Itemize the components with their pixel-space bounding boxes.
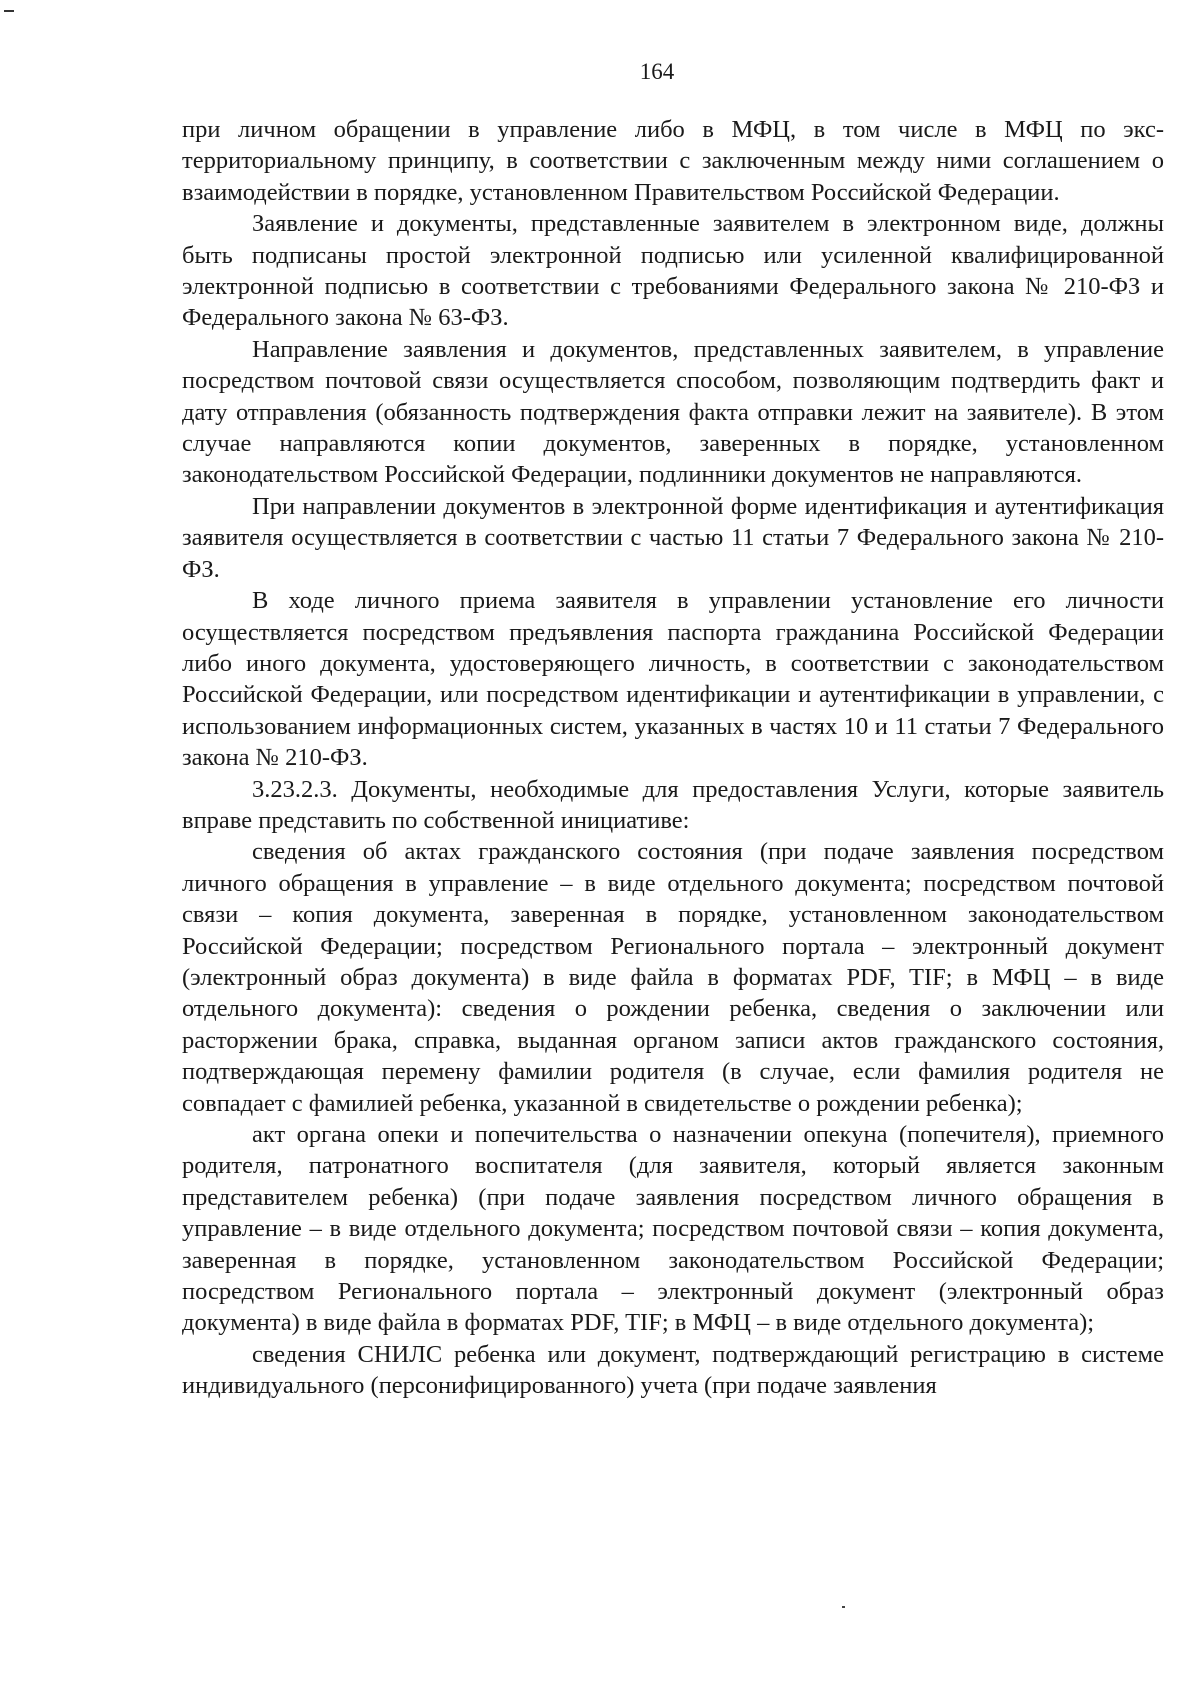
paragraph-postal-submission: Направление заявления и документов, представленных заявителем, в управление посредством почтовой связи осуществляется способом, позволяющим подтвердить факт и дату отправления (обязанность подтверждения факта отправки лежит на заявителе). В этом случае направляются копии документов, заверенных в порядке, установленном законодательством Российской Федерации, подлинники документов не направляются. <box>182 335 1164 489</box>
scan-dust-mark <box>842 1606 845 1608</box>
page-number: 164 <box>639 59 675 84</box>
paragraph-continuation: при личном обращении в управление либо в МФЦ, в том числе в МФЦ по экстерриториальному принципу, в соответствии с заключенным между ними соглашением о взаимодействии в порядке, установленном Правительством Российской Федерации. <box>182 116 1164 206</box>
paragraph-guardianship-act: акт органа опеки и попечительства о назначении опекуна (попечителя), приемного родителя, патронатного воспитателя (для заявителя, который является законным представителем ребенка) (при подаче заявления посредством личного обращения в управление – в виде отдельного документа; посредством почтовой связи – копия документа, заверенная в порядке, установленном законодательством Российской Федерации; посредством Регионального портала – электронный документ (электронный образ документа) в виде файла в форматах PDF, TIF; в МФЦ – в виде отдельного документа); <box>182 1121 1164 1337</box>
document-body <box>182 114 1164 1402</box>
scan-corner-mark <box>4 10 14 12</box>
paragraph-section-3-23-2-3: 3.23.2.3. Документы, необходимые для предоставления Услуги, которые заявитель вправе представить по собственной инициативе: <box>182 775 1164 834</box>
paragraph-civil-status-records: сведения об актах гражданского состояния (при подаче заявления посредством личного обращения в управление – в виде отдельного документа; посредством почтовой связи – копия документа, заверенная в порядке, установленном законодательством Российской Федерации; посредством Регионального портала – электронный документ (электронный образ документа) в виде файла в форматах PDF, TIF; в МФЦ – в виде отдельного документа): сведения о рождении ребенка, сведения о заключении или расторжении брака, справка, выданная органом записи актов гражданского состояния, подтверждающая перемену фамилии родителя (в случае, если фамилия родителя не совпадает с фамилией ребенка, указанной в свидетельстве о рождении ребенка); <box>182 838 1164 1117</box>
paragraph-snils: сведения СНИЛС ребенка или документ, подтверждающий регистрацию в системе индивидуального (персонифицированного) учета (при подаче заявления <box>182 1340 1164 1400</box>
paragraph-personal-reception: В ходе личного приема заявителя в управлении установление его личности осуществляется посредством предъявления паспорта гражданина Российской Федерации либо иного документа, удостоверяющего личность, в соответствии с законодательством Российской Федерации, или посредством идентификации и аутентификации в управлении, с использованием информационных систем, указанных в частях 10 и 11 статьи 7 Федерального закона № 210-ФЗ. <box>182 587 1164 772</box>
paragraph-electronic-identification: При направлении документов в электронной форме идентификация и аутентификация заявителя осуществляется в соответствии с частью 11 статьи 7 Федерального закона № 210-ФЗ. <box>182 492 1164 583</box>
paragraph-electronic-signature: Заявление и документы, представленные заявителем в электронном виде, должны быть подписаны простой электронной подписью или усиленной квалифицированной электронной подписью в соответствии с требованиями Федерального закона № 210-ФЗ и Федерального закона № 63-ФЗ. <box>182 210 1164 332</box>
